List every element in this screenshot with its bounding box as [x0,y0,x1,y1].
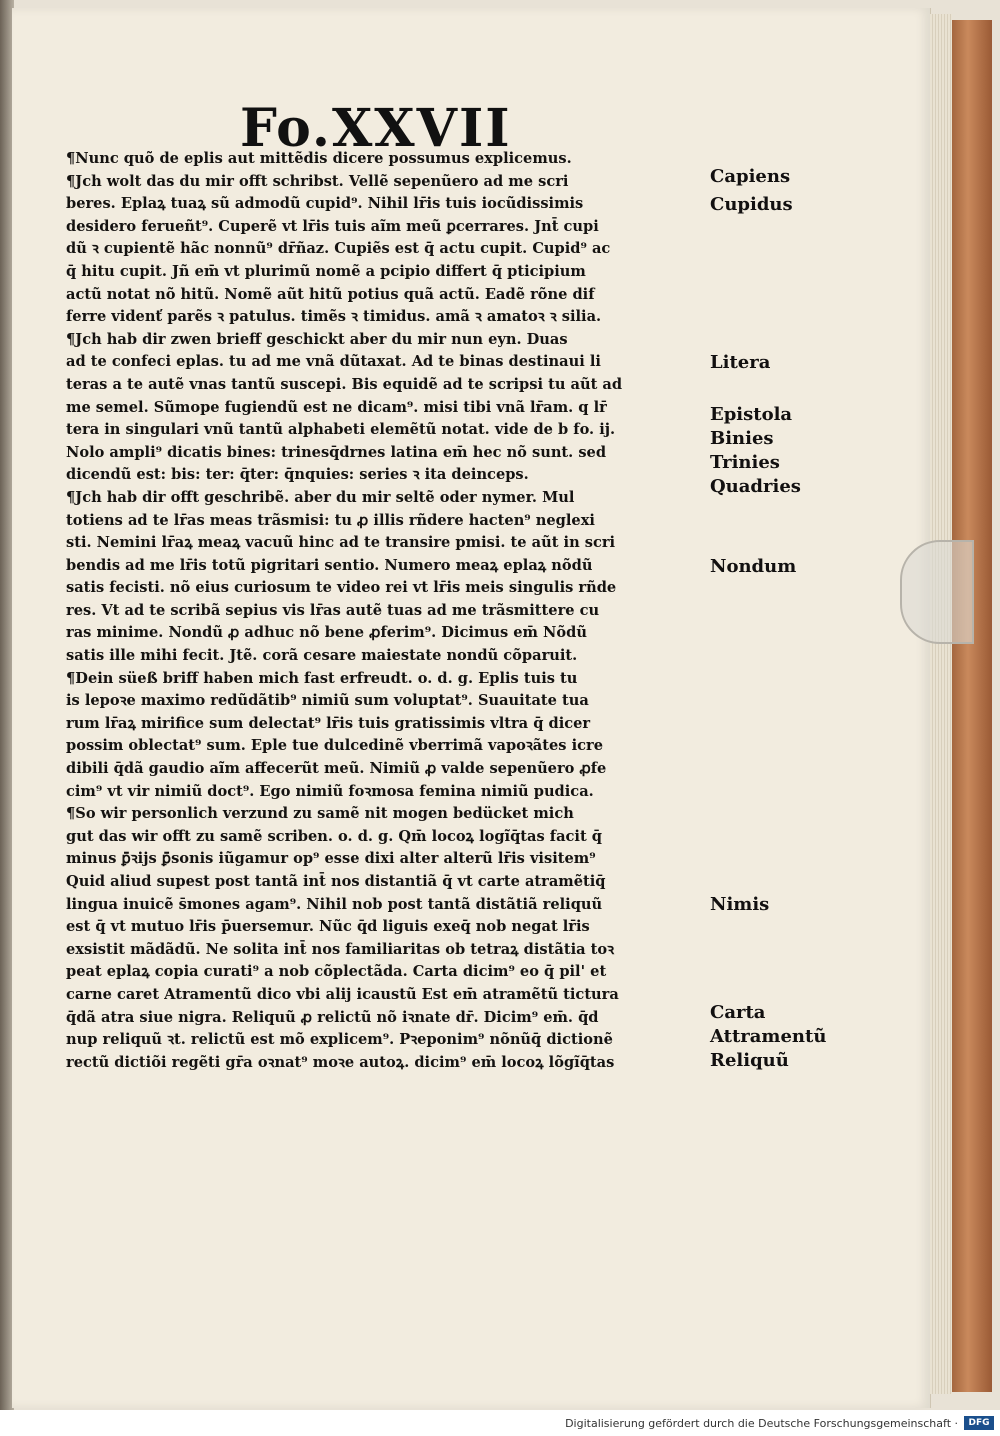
text-line: ¶Jch hab dir zwen brieff geschickt aber du mir nun eyn. Duas [66,330,568,348]
margin-note-reliquum: Reliquũ [710,1050,789,1071]
text-line: dibili q̄dã gaudio aĩm affecerũt meũ. Nimiũ ꝓ valde sepenũero ꝓfe [66,760,607,778]
text-line: ¶Jch hab dir offt geschribẽ. aber du mir seltẽ oder nymer. Mul [66,488,575,506]
text-line: beres. Eplaꝝ tuaꝝ sũ admodũ cupid⁹. Nihil lr̄is tuis iocũdissimis [66,195,584,213]
margin-note-trinies: Trinies [710,452,780,473]
text-line: res. Vt ad te scribã sepius vis lr̄as autẽ tuas ad me trãsmittere cu [66,601,600,619]
text-line: peat eplaꝝ copia curati⁹ a nob cõplectãda. Carta dicim⁹ eo q̄ pil' et [66,963,607,981]
folio-header: Fo.XXVII [240,98,512,159]
text-line: Nolo ampli⁹ dicatis bines: trinesq̄drnes latina em̄ hec nõ sunt. sed [66,443,607,461]
text-line: rum lr̄aꝝ mirifice sum delectat⁹ lr̄is tuis gratissimis vltra q̄ dicer [66,714,591,732]
book-cover-edge [952,20,992,1392]
text-line: ¶Jch wolt das du mir offt schribst. Vellẽ sepenũero ad me scri [66,172,569,190]
text-line: q̄ hitu cupit. Jñ em̄ vt plurimũ nomẽ a pcipio differt q̄ pticipium [66,262,586,280]
digitization-footer [0,1410,1000,1436]
text-line: sti. Nemini lr̄aꝝ meaꝝ vacuũ hinc ad te transire pmisi. te aũt in scri [66,534,616,552]
margin-note-epistola: Epistola [710,404,793,425]
dfg-logo-icon: DFG [964,1416,994,1430]
text-line: me semel. Sũmope fugiendũ est ne dicam⁹. misi tibi vnã lr̄am. q lr̄ [66,398,607,416]
page-edges [930,14,952,1394]
text-line: totiens ad te lr̄as meas trãsmisi: tu ꝓ illis rñdere hacten⁹ neglexi [66,511,595,529]
margin-note-nimis: Nimis [710,894,770,915]
text-line: tera in singulari vnũ tantũ alphabeti elemẽtũ notat. vide de b fo. ij. [66,421,616,439]
text-line: ras minime. Nondũ ꝓ adhuc nõ bene ꝓferim⁹. Dicimus em̄ Nõdũ [66,624,587,642]
text-line: dicendũ est: bis: ter: q̄ter: q̄nquies: series ꝛ ita deinceps. [66,466,529,484]
margin-note-quadries: Quadries [710,476,801,497]
text-line: possim oblectat⁹ sum. Eple tue dulcedinẽ vberrimã vapoꝛãtes icre [66,737,603,755]
text-line: ¶Nunc quõ de eplis aut mittẽdis dicere possumus explicemus. [66,150,572,167]
text-line: ad te confeci eplas. tu ad me vnã dũtaxat. Ad te binas destinaui li [66,353,601,371]
text-line: satis ille mihi fecit. Jtẽ. corã cesare maiestate nondũ cõparuit. [66,647,578,665]
text-line: ¶So wir personlich verzund zu samẽ nit mogen bedücket mich [66,805,574,823]
dfg-credit-text: Digitalisierung gefördert durch die Deutsche Forschungsgemeinschaft · [565,1417,958,1430]
margin-note-nondum: Nondum [710,556,797,577]
text-line: gut das wir offt zu samẽ scriben. o. d. g. Qm̄ locoꝝ logĩq̄tas facit q̄ [66,827,602,845]
text-line: satis fecisti. nõ eius curiosum te video rei vt lr̄is meis singulis rñde [66,579,617,597]
text-line: carne caret Atramentũ dico vbi alij icaustũ Est em̄ atramẽtũ tictura [66,985,619,1003]
text-line: Quid aliud supest post tantã int̄ nos distantiã q̄ vt carte atramẽtiq̄ [66,873,606,890]
margin-note-capiens: Capiens [710,166,791,187]
text-line: cim⁹ vt vir nimiũ doct⁹. Ego nimiũ foꝛmosa femina nimiũ pudica. [66,782,594,800]
text-line: desidero ferueñt⁹. Cuperẽ vt lr̄is tuis aĩm meũ ꝑcerrares. Jnt̄ cupi [66,217,599,235]
margin-note-cupidus: Cupidus [710,194,793,215]
margin-note-binies: Binies [710,428,774,449]
text-line: est q̄ vt mutuo lr̄is p̄uersemur. Nũc q̄d liguis exeq̄ nob negat lr̄is [66,918,590,936]
text-line: bendis ad me lr̄is totũ pigritari sentio. Numero meaꝝ eplaꝝ nõdũ [66,556,593,574]
text-line: is lepoꝛe maximo redũdãtib⁹ nimiũ sum voluptat⁹. Suauitate tua [66,692,589,710]
text-line: exsistit mãdãdũ. Ne solita int̄ nos familiaritas ob tetraꝝ distãtia toꝛ [66,940,615,958]
main-text-block [66,148,712,1074]
text-line: teras a te autẽ vnas tantũ suscepi. Bis equidẽ ad te scripsi tu aũt ad [66,375,623,393]
text-line: ¶Dein süeß briff haben mich fast erfreudt. o. d. g. Eplis tuis tu [66,669,578,687]
text-line: dũ ꝛ cupientẽ hãc nonnũ⁹ dr̄ñaz. Cupiẽs est q̄ actu cupit. Cupid⁹ ac [66,240,611,258]
text-line: minus ꝑ̄ꝛijs ꝑ̄sonis iũgamur op⁹ esse dixi alter alterũ lr̄is visitem⁹ [66,850,596,868]
text-line: ferre videnť parẽs ꝛ patulus. timẽs ꝛ timidus. amã ꝛ amatoꝛ ꝛ silia. [66,308,602,326]
text-line: q̄dã atra siue nigra. Reliquũ ꝓ relictũ nõ iꝛnate dr̄. Dicim⁹ em̄. q̄d [66,1008,599,1026]
margin-note-litera: Litera [710,352,771,373]
text-line: rectũ dictiõi regẽti gr̄a oꝛnat⁹ moꝛe autoꝝ. dicim⁹ em̄ locoꝝ lõgĩq̄tas [66,1053,615,1071]
margin-note-carta: Carta [710,1002,766,1023]
text-line: nup reliquũ ꝛt. relictũ est mõ explicem⁹. Pꝛeponim⁹ nõnũq̄ dictionẽ [66,1031,613,1049]
text-line: lingua inuicẽ s̄mones agam⁹. Nihil nob post tantã distãtiã reliquũ [66,895,603,913]
text-line: actũ notat nõ hitũ. Nomẽ aũt hitũ potius quã actũ. Eadẽ rõne dif [66,285,595,303]
page-clip [900,540,974,644]
margin-note-attramentum: Attramentũ [710,1026,827,1047]
